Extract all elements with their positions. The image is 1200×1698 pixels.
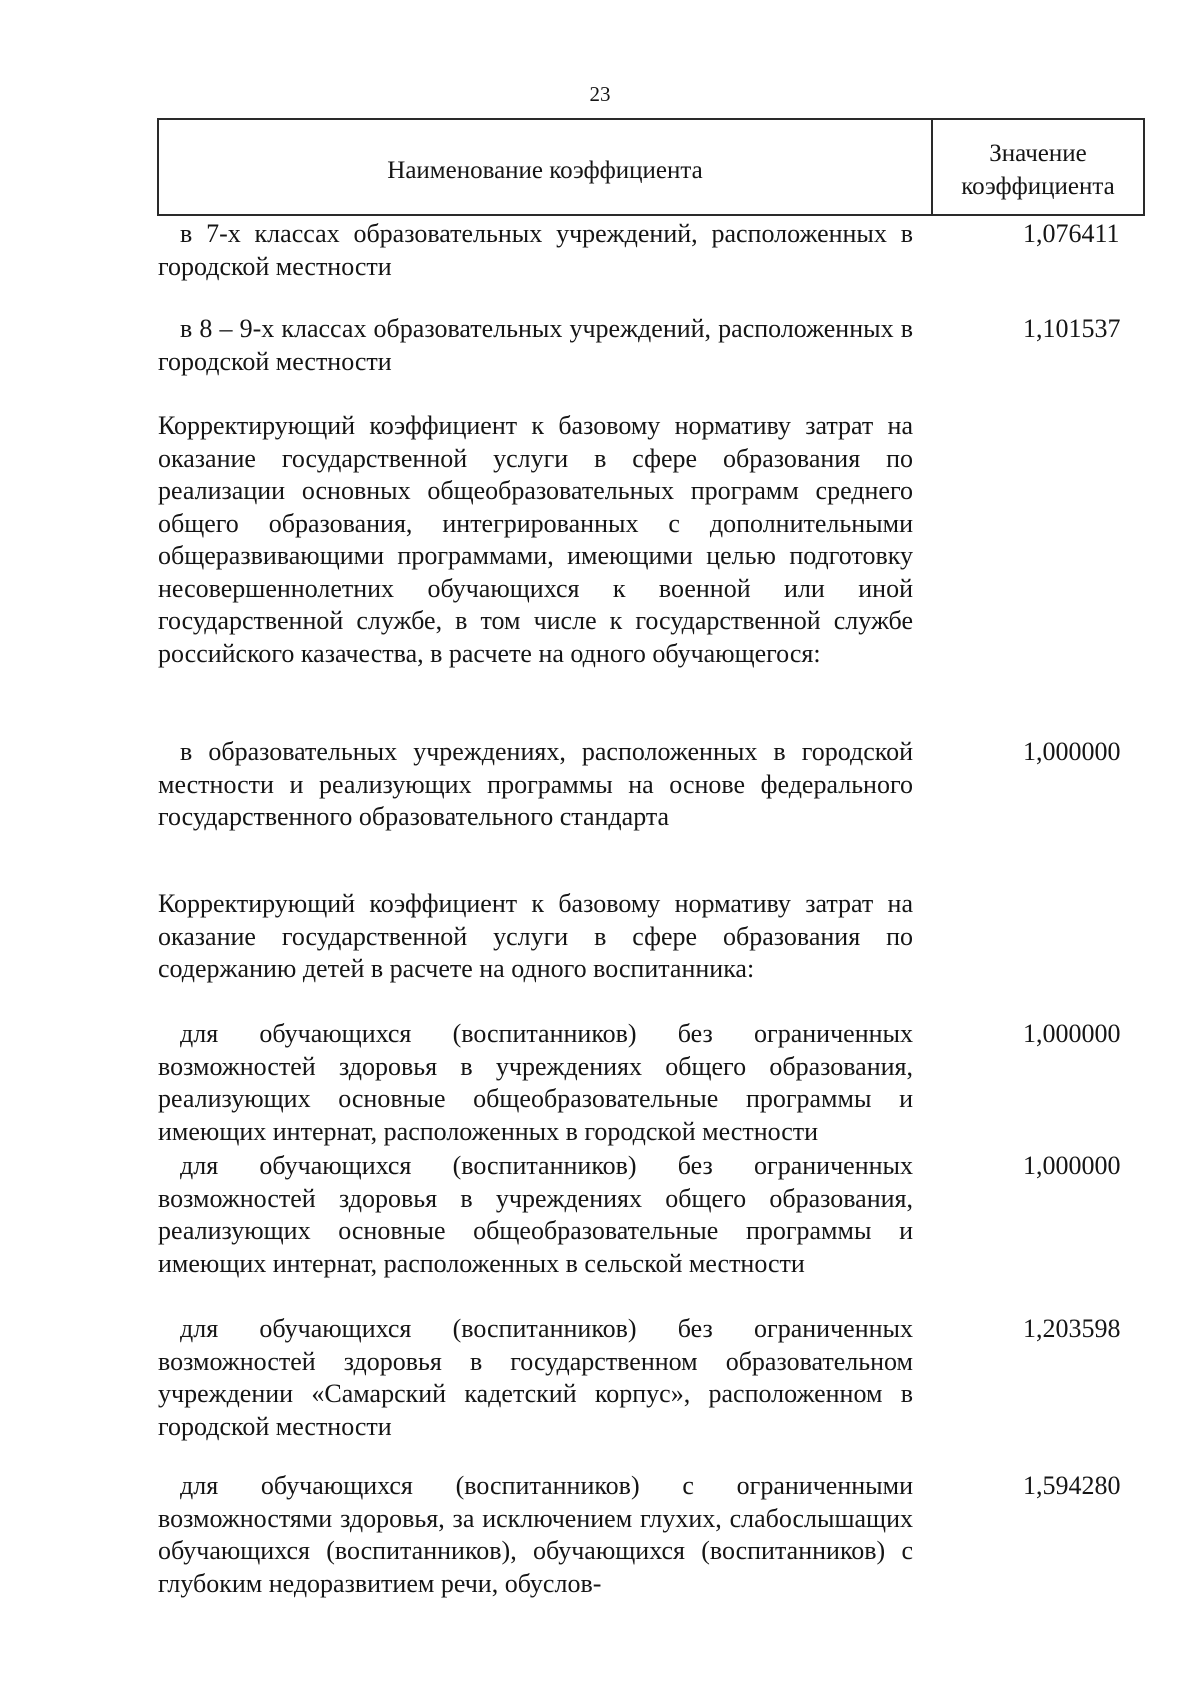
row-text: в 8 – 9-х классах образовательных учреждений, расположенных в городской местности: [158, 314, 913, 376]
header-coefficient-name: Наименование коэффициента: [159, 120, 933, 214]
row-text: для обучающихся (воспитанников) без ограниченных возможностей здоровья в учреждениях общего образования, реализующих основные общеобразовательные программы и имеющих интернат, расположенных в сельской местности: [158, 1151, 913, 1278]
row-text: в 7-х классах образовательных учреждений, расположенных в городской местности: [158, 219, 913, 281]
row-text: для обучающихся (воспитанников) без ограниченных возможностей здоровья в государственном образовательном учреждении «Самарский кадетский корпус», расположенном в городской местности: [158, 1314, 913, 1441]
row-value: 1,076411: [1023, 219, 1120, 248]
row-text: для обучающихся (воспитанников) с ограниченными возможностями здоровья, за исключением глухих, слабослышащих обучающихся (воспитанников), обучающихся (воспитанников) с глубоким недоразвитием речи, обуслов-: [158, 1471, 913, 1598]
section-heading: Корректирующий коэффициент к базовому нормативу затрат на оказание государственной услуги в сфере образования по содержанию детей в расчете на одного воспитанника:: [158, 889, 913, 983]
table-row: [158, 736, 1158, 834]
table-row: [158, 1313, 1158, 1443]
row-value: 1,000000: [1023, 1019, 1121, 1048]
table-header: [157, 118, 1145, 216]
section-heading: Корректирующий коэффициент к базовому нормативу затрат на оказание государственной услуги в сфере образования по реализации основных общеобразовательных программ среднего общего образования, интегрированных с дополнительными общеразвивающими программами, имеющими целью подготовку несовершеннолетних обучающихся к военной или иной государственной службе, в том числе к государственной службе российского казачества, в расчете на одного обучающегося:: [158, 411, 913, 668]
table-row: [158, 1018, 1158, 1148]
row-value: 1,594280: [1023, 1471, 1121, 1500]
row-text: для обучающихся (воспитанников) без ограниченных возможностей здоровья в учреждениях общего образования, реализующих основные общеобразовательные программы и имеющих интернат, расположенных в городской местности: [158, 1019, 913, 1146]
row-value: 1,203598: [1023, 1314, 1121, 1343]
row-value: 1,101537: [1023, 314, 1121, 343]
table-row: [158, 313, 1158, 378]
table-row: [158, 1150, 1158, 1280]
page-number: 23: [589, 82, 611, 106]
table-row: [158, 218, 1158, 283]
header-coefficient-value: Значение коэффициента: [961, 140, 1115, 200]
row-value: 1,000000: [1023, 1151, 1121, 1180]
row-text: в образовательных учреждениях, расположенных в городской местности и реализующих программы на основе федерального государственного образовательного стандарта: [158, 737, 913, 831]
row-value: 1,000000: [1023, 737, 1121, 766]
table-row: [158, 1470, 1158, 1600]
